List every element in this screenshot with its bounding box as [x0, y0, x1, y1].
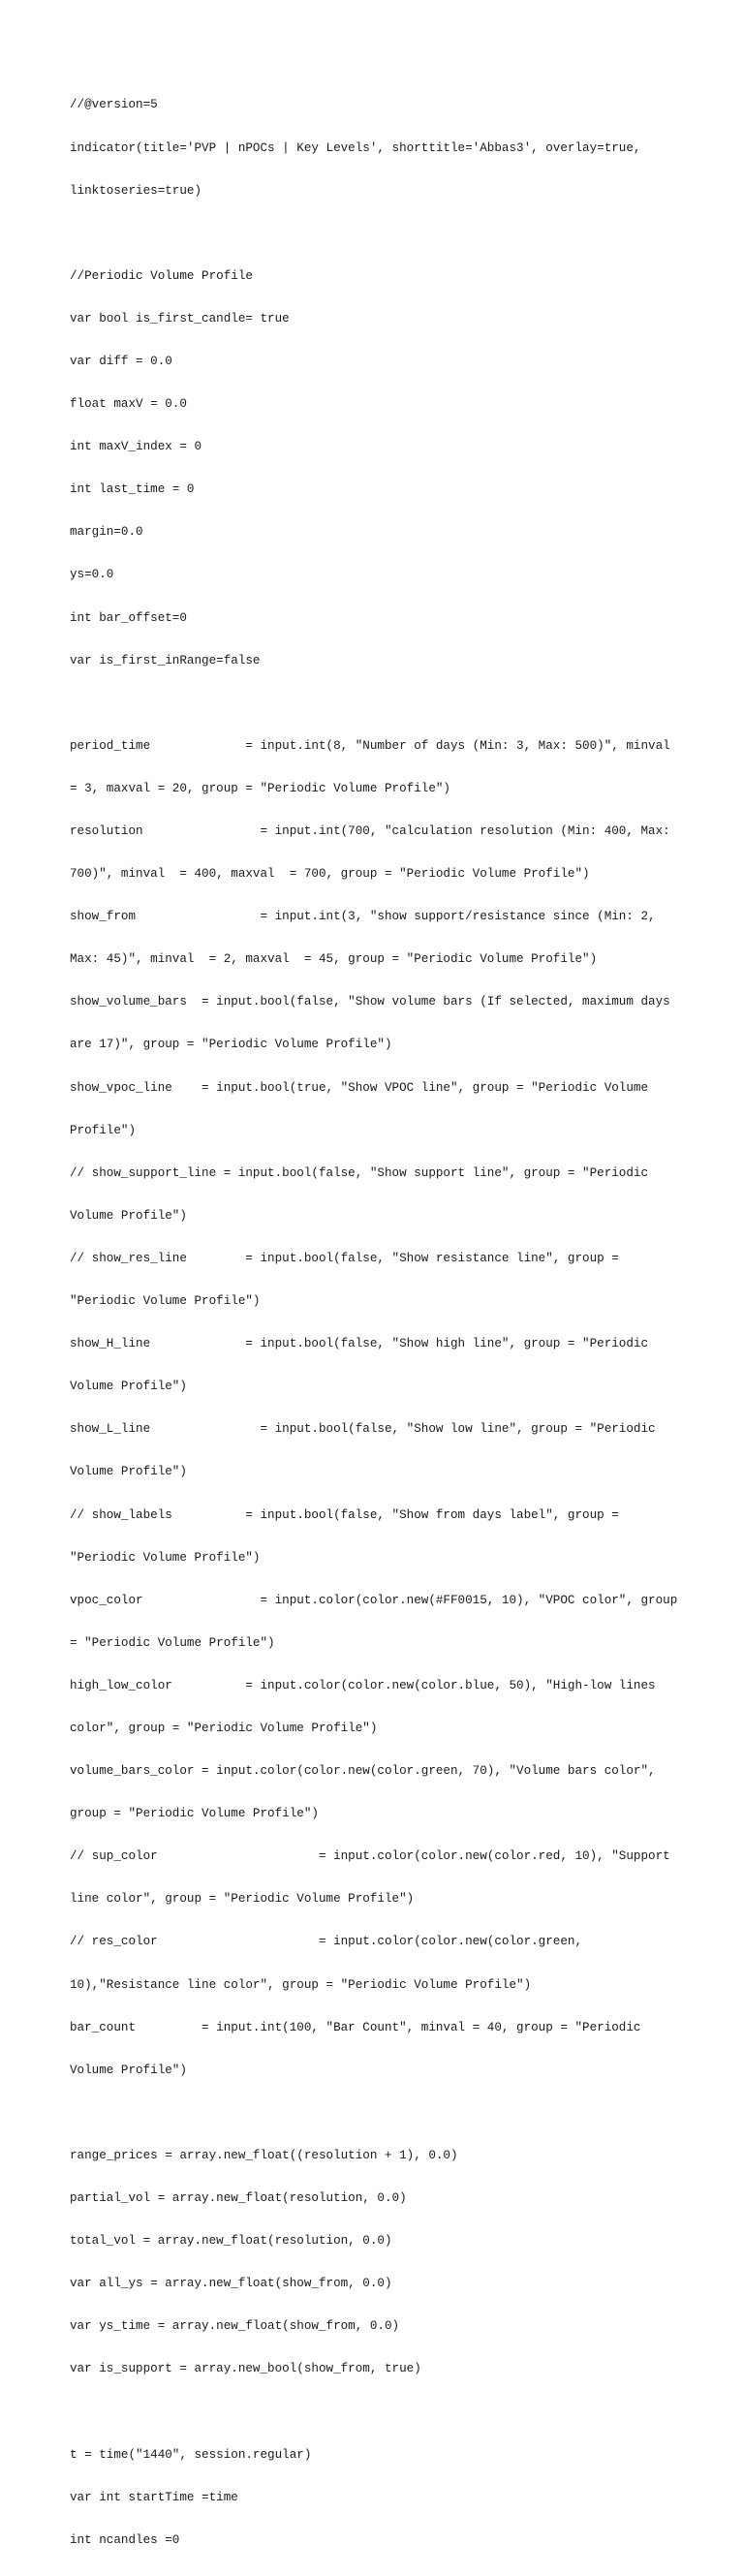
code-line: t = time("1440", session.regular) — [70, 2447, 312, 2462]
code-line: Volume Profile") — [70, 2063, 187, 2077]
code-line — [70, 2405, 690, 2419]
code-line: float maxV = 0.0 — [70, 397, 187, 412]
code-line: Volume Profile") — [70, 1465, 187, 1479]
code-line: line color", group = "Periodic Volume Profile") — [70, 1892, 415, 1907]
code-line: range_prices = array.new_float((resolution + 1), 0.0) — [70, 2148, 458, 2162]
code-line: ys=0.0 — [70, 568, 114, 582]
code-line: Volume Profile") — [70, 1380, 187, 1394]
code-line: // show_support_line = input.bool(false, "Show support line", group = "Periodic — [70, 1165, 649, 1180]
code-line: var bool is_first_candle= true — [70, 311, 290, 326]
code-line: int bar_offset=0 — [70, 610, 187, 625]
code-line: = "Periodic Volume Profile") — [70, 1635, 275, 1650]
code-line — [70, 697, 690, 711]
code-line: //Periodic Volume Profile — [70, 268, 253, 283]
code-line: int last_time = 0 — [70, 482, 195, 497]
code-line: linktoseries=true) — [70, 183, 202, 198]
code-line: group = "Periodic Volume Profile") — [70, 1807, 319, 1821]
code-line: volume_bars_color = input.color(color.new(color.green, 70), "Volume bars color", — [70, 1764, 656, 1779]
code-line: var all_ys = array.new_float(show_from, 0.0) — [70, 2277, 392, 2291]
code-line: show_H_line = input.bool(false, "Show high line", group = "Periodic — [70, 1337, 649, 1351]
code-listing — [70, 70, 690, 2576]
code-line: = 3, maxval = 20, group = "Periodic Volume Profile") — [70, 781, 450, 795]
code-line: are 17)", group = "Periodic Volume Profile") — [70, 1038, 392, 1052]
code-line: period_time = input.int(8, "Number of days (Min: 3, Max: 500)", minval — [70, 738, 670, 753]
code-line: int maxV_index = 0 — [70, 440, 202, 454]
code-line — [70, 227, 690, 241]
code-line: 700)", minval = 400, maxval = 700, group = "Periodic Volume Profile") — [70, 867, 590, 882]
code-line: Volume Profile") — [70, 1208, 187, 1223]
code-line: int ncandles =0 — [70, 2532, 180, 2547]
code-line: // res_color = input.color(color.new(color.green, — [70, 1935, 583, 1949]
code-line: var is_support = array.new_bool(show_from, true) — [70, 2362, 421, 2376]
code-line: //@version=5 — [70, 98, 158, 112]
code-line: Profile") — [70, 1123, 137, 1137]
code-line: vpoc_color = input.color(color.new(#FF0015, 10), "VPOC color", group — [70, 1593, 678, 1607]
code-line: var diff = 0.0 — [70, 354, 172, 368]
code-line: indicator(title='PVP | nPOCs | Key Levels', shorttitle='Abbas3', overlay=true, — [70, 140, 641, 155]
code-line: show_L_line = input.bool(false, "Show low line", group = "Periodic — [70, 1422, 656, 1437]
code-line: show_vpoc_line = input.bool(true, "Show VPOC line", group = "Periodic Volume — [70, 1080, 649, 1095]
code-line: // show_labels = input.bool(false, "Show from days label", group = — [70, 1507, 619, 1522]
code-line: total_vol = array.new_float(resolution, 0.0) — [70, 2234, 392, 2249]
code-line: high_low_color = input.color(color.new(color.blue, 50), "High-low lines — [70, 1678, 656, 1692]
code-line: show_from = input.int(3, "show support/resistance since (Min: 2, — [70, 910, 656, 924]
code-line — [70, 2106, 690, 2121]
code-line: show_volume_bars = input.bool(false, "Show volume bars (If selected, maximum days — [70, 995, 670, 1009]
code-line: margin=0.0 — [70, 525, 143, 540]
code-line: bar_count = input.int(100, "Bar Count", minval = 40, group = "Periodic — [70, 2020, 641, 2034]
code-line: partial_vol = array.new_float(resolution, 0.0) — [70, 2191, 407, 2205]
code-line: 10),"Resistance line color", group = "Periodic Volume Profile") — [70, 1977, 532, 1992]
code-line: color", group = "Periodic Volume Profile") — [70, 1721, 378, 1735]
code-line: // show_res_line = input.bool(false, "Show resistance line", group = — [70, 1251, 619, 1265]
code-line: var ys_time = array.new_float(show_from, 0.0) — [70, 2319, 400, 2334]
code-line: var int startTime =time — [70, 2490, 238, 2504]
code-line: "Periodic Volume Profile") — [70, 1550, 261, 1565]
code-line: var is_first_inRange=false — [70, 653, 261, 667]
code-line: Max: 45)", minval = 2, maxval = 45, group = "Periodic Volume Profile") — [70, 952, 598, 967]
code-line: "Periodic Volume Profile") — [70, 1294, 261, 1309]
code-line: resolution = input.int(700, "calculation resolution (Min: 400, Max: — [70, 824, 670, 838]
code-line: // sup_color = input.color(color.new(color.red, 10), "Support — [70, 1849, 670, 1864]
